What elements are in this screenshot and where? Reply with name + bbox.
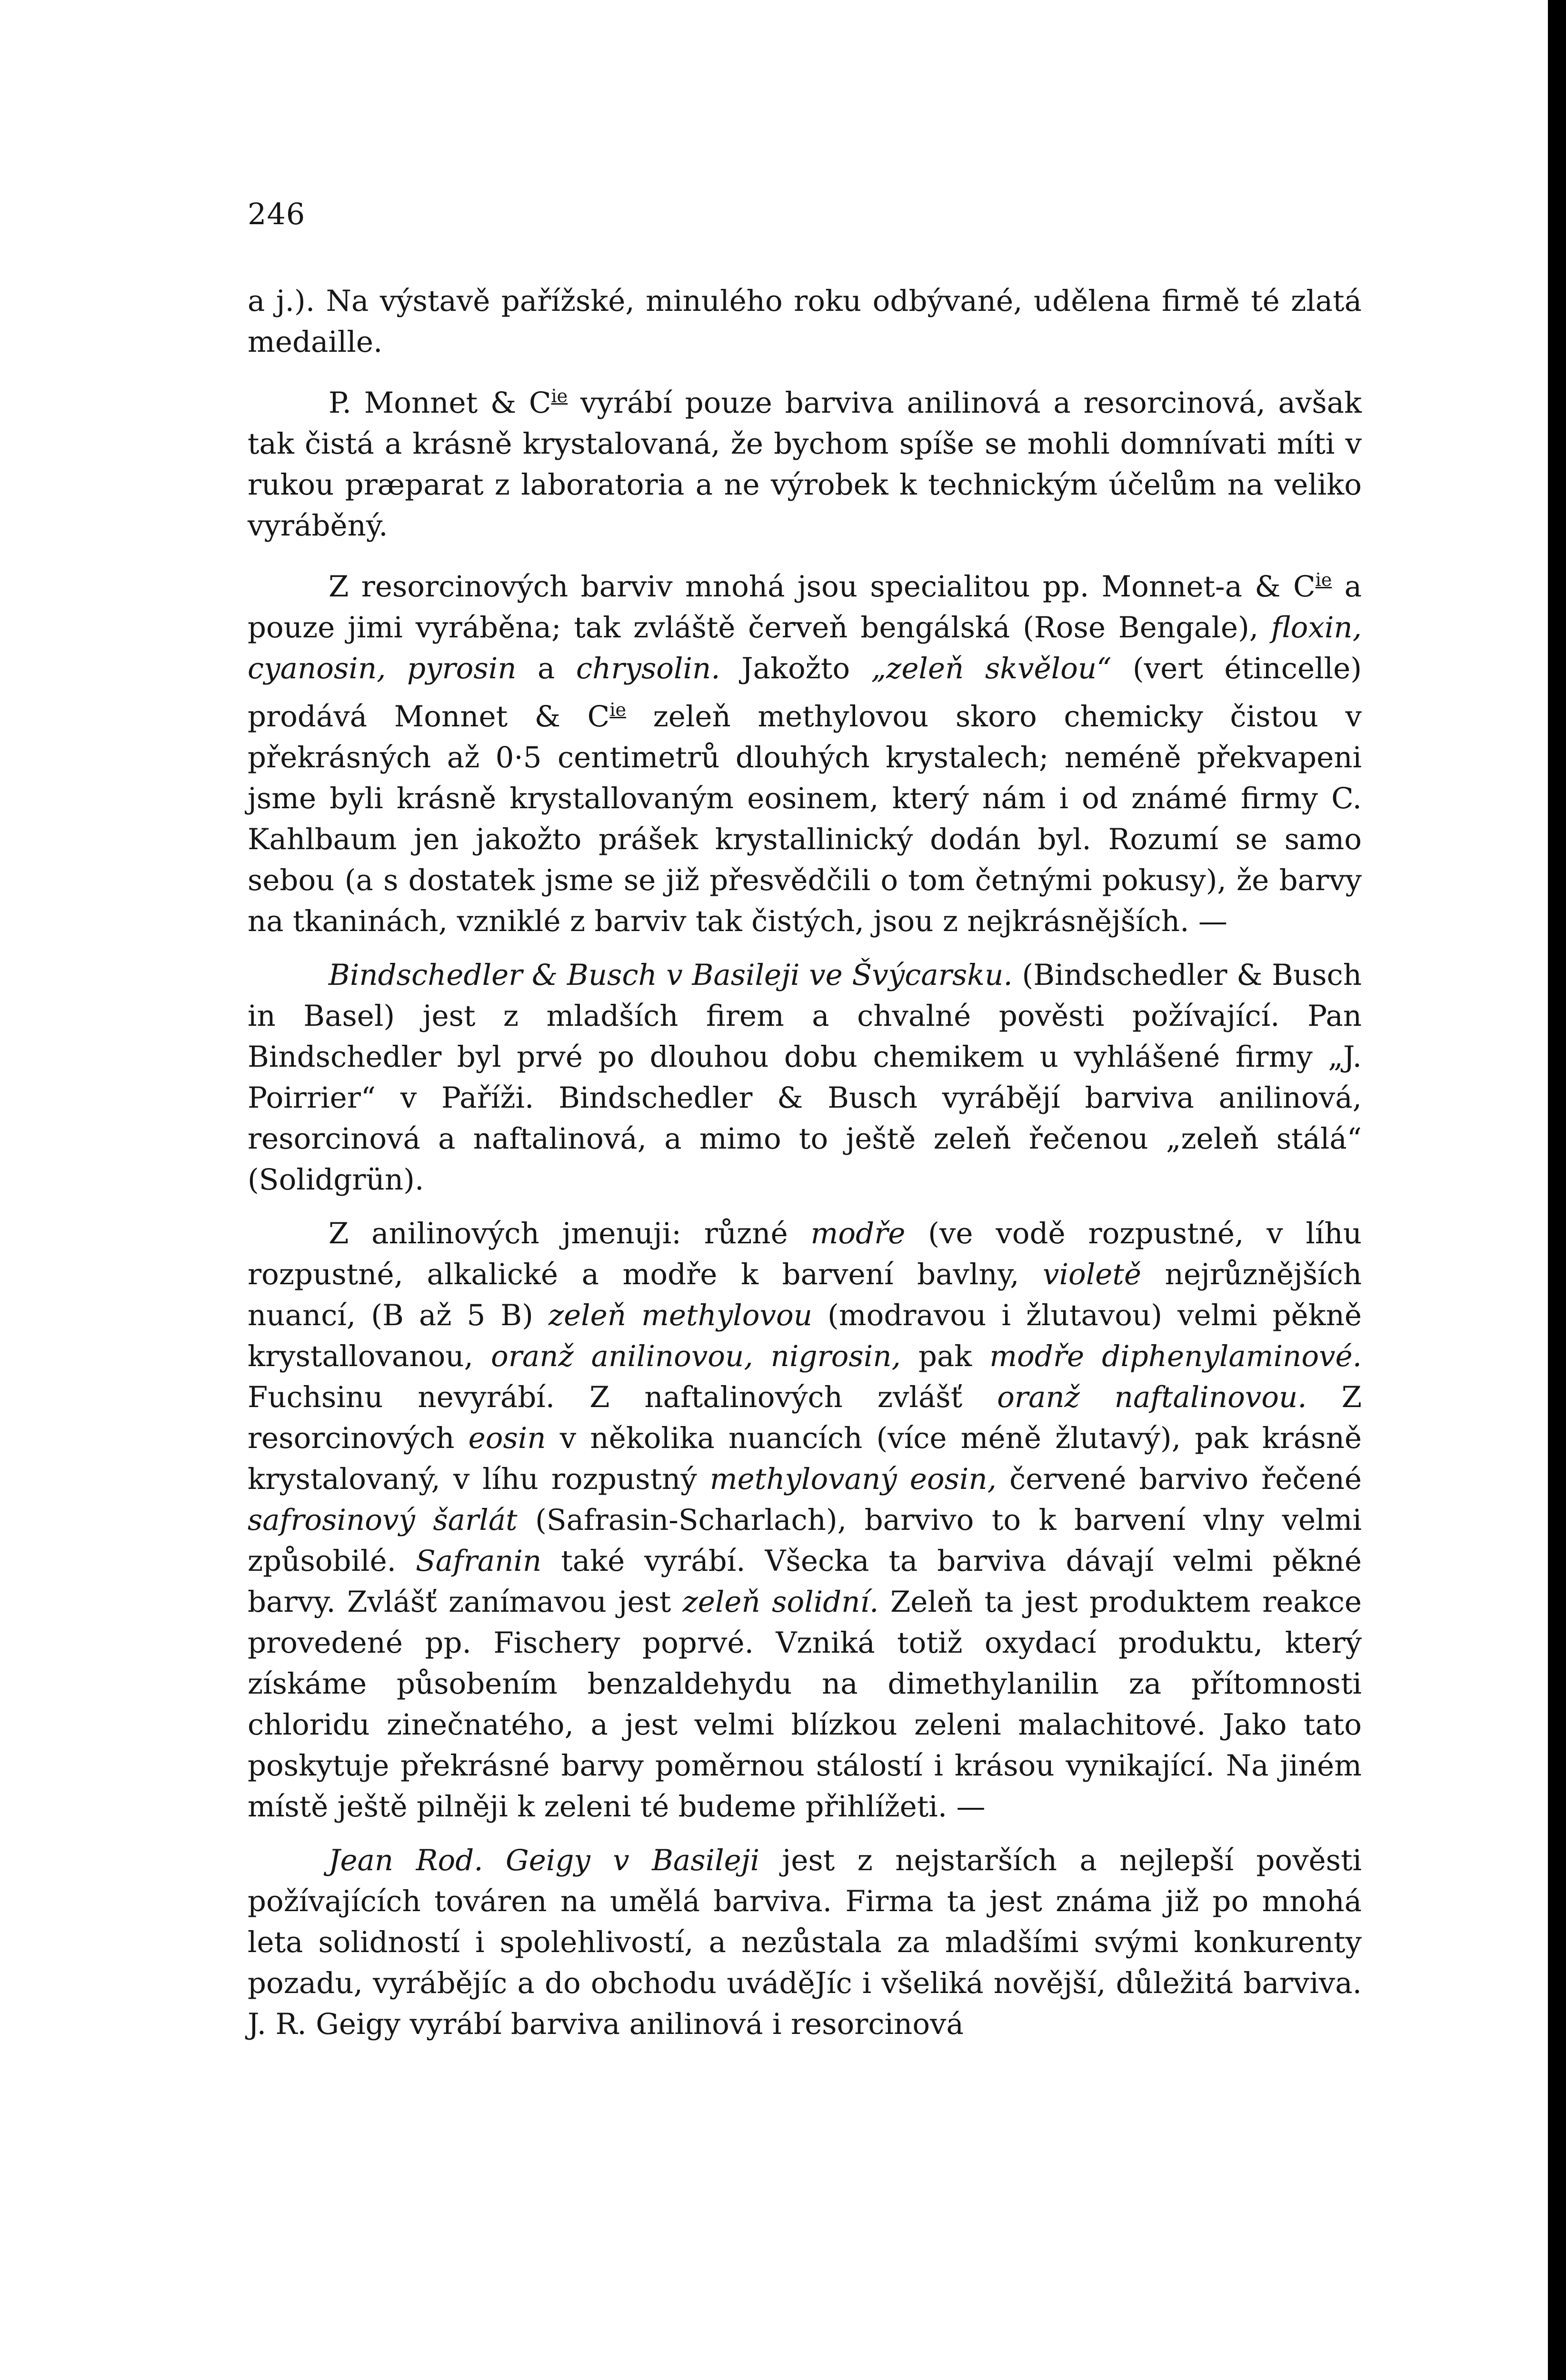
text-run: Z anilinových jmenuji: různé xyxy=(329,1217,811,1250)
italic-text: Bindschedler & Busch v Basileji ve Švýcarsku. xyxy=(329,958,1013,992)
text-run: (ve vodě rozpustné, v líhu rozpustné, alkalické a modře k barvení bavlny, xyxy=(248,1217,1362,1291)
text-run: Jakožto xyxy=(720,652,871,685)
paragraph xyxy=(248,1213,1362,1827)
italic-text: methylovaný eosin, xyxy=(709,1462,997,1496)
text-run: zeleň methylovou skoro chemicky čistou v překrásných až 0·5 centimetrů dlouhých krystalech; neméně překvapeni jsme byli krásně krystallovaným eosinem, který nám i od známé firmy C. Kahlbaum jen jakožto prášek krystallinický dodán byl. Rozumí se samo sebou (a s dostatek jsme se již přesvědčili o tom četnými pokusy), že barvy na tkaninách, vzniklé z barviv tak čistých, jsou z nejkrásnějších. — xyxy=(248,700,1362,938)
superscript-abbrev: ie xyxy=(609,699,626,720)
text-run: v několika nuancích (více méně žlutavý), pak krásně krystalovaný, v líhu rozpustný xyxy=(248,1421,1362,1496)
text-run: (modravou i žlutavou) velmi pěkně krystallovanou, xyxy=(248,1299,1362,1373)
italic-text: oranž naftalinovou. xyxy=(997,1380,1307,1414)
text-run: a pouze jimi vyráběna; tak zvláště červeň bengálská (Rose Bengale), xyxy=(248,570,1362,645)
text-run: (Safrasin-Scharlach), barvivo to k barvení vlny velmi způsobilé. xyxy=(248,1503,1362,1578)
italic-text: zeleň methylovou xyxy=(548,1299,812,1332)
text-run: Zeleň ta jest produktem reakce provedené pp. Fischery poprvé. Vzniká totiž oxydací produktu, který získáme působením benzaldehydu na dimethylanilin za přítomnosti chloridu zinečnatého, a jest velmi blízkou zeleni malachitové. Jako tato poskytuje překrásné barvy poměrnou stálostí i krásou vynikající. Na jiném místě ještě pilněji k zeleni té budeme přihlížeti. — xyxy=(248,1585,1362,1824)
text-run: také vyrábí. Všecka ta barviva dávají velmi pěkné barvy. Zvlášť zanímavou jest xyxy=(248,1544,1362,1619)
text-run: nejrůznějších nuancí, (B až 5 B) xyxy=(248,1258,1362,1332)
italic-text: oranž anilinovou, nigrosin, xyxy=(491,1339,901,1373)
text-run: jest z nejstarších a nejlepší pověsti požívajících továren na umělá barviva. Firma ta jest známa již po mnohá leta solidností i spolehlivostí, a nezůstala za mladšími svými konkurenty pozadu, vyrábějíc a do obchodu uváděJíc i všeliká novější, důležitá barviva. J. R. Geigy vyrábí barviva anilinová i resorcinová xyxy=(248,1844,1362,2041)
italic-text: „zeleň skvělou“ xyxy=(871,652,1112,685)
page-number: 246 xyxy=(248,197,306,231)
paragraph xyxy=(248,281,1362,363)
italic-text: modře xyxy=(810,1217,906,1250)
paragraph xyxy=(248,559,1362,942)
text-run: a xyxy=(516,652,576,685)
text-run: Z resorcinových barviv mnohá jsou specialitou pp. Monnet-a & C xyxy=(329,570,1316,604)
italic-text: Jean Rod. Geigy v Basileji xyxy=(329,1844,760,1877)
text-run: pak xyxy=(900,1339,990,1373)
text-run: Z resorcinových xyxy=(248,1380,1362,1455)
text-run: (Bindschedler & Busch in Basel) jest z mladších firem a chvalné pověsti požívající. Pan Bindschedler byl prvé po dlouhou dobu chemikem u vyhlášené firmy „J. Poirrier“ v Paříži. Bindschedler & Busch vyrábějí barviva anilinová, resorcinová a naftalinová, a mimo to ještě zeleň řečenou „zeleň stálá“ (Solidgrün). xyxy=(248,958,1362,1197)
superscript-abbrev: ie xyxy=(551,386,568,407)
paragraph xyxy=(248,1840,1362,2045)
italic-text: modře diphenylaminové. xyxy=(989,1339,1362,1373)
italic-text: violetě xyxy=(1043,1258,1141,1291)
italic-text: chrysolin. xyxy=(576,652,720,685)
body-text xyxy=(248,281,1362,2058)
italic-text: Safranin xyxy=(416,1544,542,1578)
page-edge-shadow xyxy=(1548,0,1566,2380)
text-run: červené barvivo řečené xyxy=(997,1462,1362,1496)
text-run: Fuchsinu nevyrábí. Z naftalinových zvlášť xyxy=(248,1380,997,1414)
paragraph xyxy=(248,376,1362,546)
text-run: a j.). Na výstavě pařížské, minulého roku odbývané, udělena firmě té zlatá medaille. xyxy=(248,284,1362,359)
italic-text: zeleň solidní. xyxy=(682,1585,879,1619)
paragraph xyxy=(248,955,1362,1200)
italic-text: safrosinový šarlát xyxy=(248,1503,518,1537)
text-run: (vert étincelle) prodává Monnet & C xyxy=(248,652,1362,734)
italic-text: floxin, cyanosin, pyrosin xyxy=(248,611,1362,685)
italic-text: eosin xyxy=(468,1421,546,1455)
superscript-abbrev: ie xyxy=(1315,569,1332,590)
text-run: vyrábí pouze barviva anilinová a resorcinová, avšak tak čistá a krásně krystalovaná, že bychom spíše se mohli domnívati míti v rukou præparat z laboratoria a ne výrobek k technickým účelům na veliko vyráběný. xyxy=(248,386,1362,543)
text-run: P. Monnet & C xyxy=(329,386,551,420)
